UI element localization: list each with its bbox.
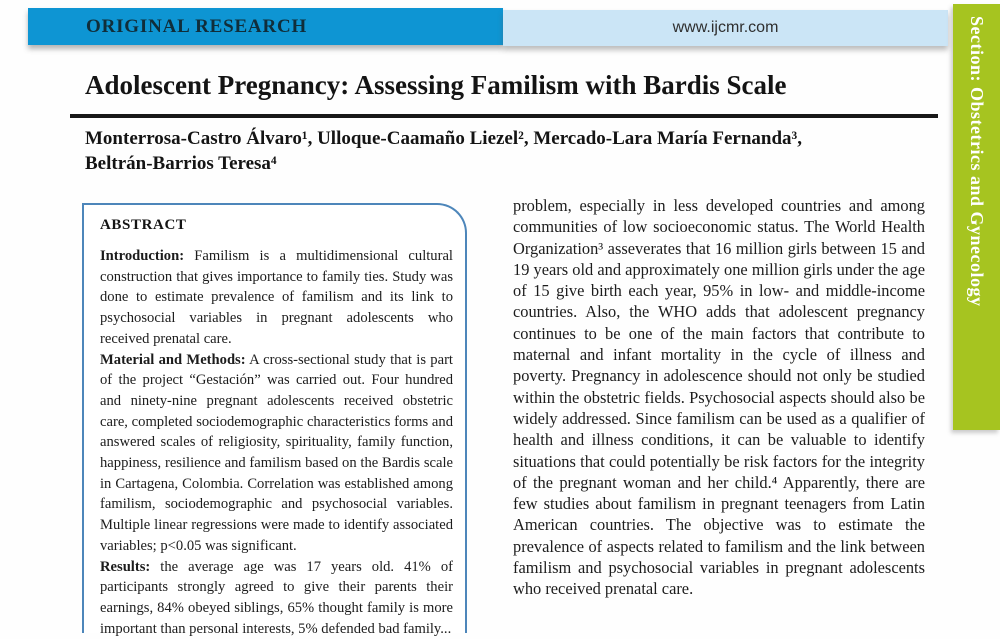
paragraph-text: Familism is a multidimensional cultural construction that gives importance to family ties. Study was done to estimate prevalence of familism and its link to psychosocial variables in pregnant adolescents who received prenatal care.: [100, 248, 453, 347]
abstract-paragraph-methods: [100, 350, 453, 557]
authors-line-2: Beltrán-Barrios Teresa⁴: [85, 153, 277, 174]
original-research-banner: [28, 8, 503, 45]
abstract-box: [82, 203, 467, 637]
authors-line-1: Monterrosa-Castro Álvaro¹, Ulloque-Caamaño Liezel², Mercado-Lara María Fernanda³,: [85, 128, 802, 149]
paragraph-label: Introduction:: [100, 248, 185, 264]
paragraph-label: Results:: [100, 558, 151, 575]
section-label: Section: Obstetrics and Gynecology: [967, 16, 987, 307]
abstract-paragraph-results: [100, 557, 453, 639]
paragraph-text: the average age was 17 years old. 41% of participants strongly agreed to give their parents their earnings, 84% obeyed siblings, 65% thought family is more important than personal interests, 5% defended bad family...: [100, 558, 453, 637]
page-title: Adolescent Pregnancy: Assessing Familism with Bardis Scale: [85, 70, 787, 100]
section-sidebar: [953, 4, 1000, 430]
abstract-paragraph-introduction: [100, 246, 453, 350]
authors-block: [85, 126, 940, 176]
paragraph-text: A cross-sectional study that is part of the project “Gestación” was carried out. Four hundred and ninety-nine pregnant adolescents received obstetric care, completed sociodemographic characteristics forms and answered scales of religiosity, spirituality, family function, happiness, resilience and familism based on the Bardis scale in Cartagena, Colombia. Correlation was established among familism, sociodemographic and psychosocial variables. Multiple linear regressions were made to identify associated variables; p<0.05 was significant.: [100, 351, 453, 554]
abstract-heading: ABSTRACT: [100, 217, 187, 233]
title-divider: [70, 114, 938, 118]
body-text-column: problem, especially in less developed countries and among communities of low socioeconomic status. The World Health Organization³ asseverates that 16 million girls between 15 and 19 years old and approximately one million girls under the age of 15 give birth each year, 95% in low- and middle-income countries. Also, the WHO adds that adolescent pregnancy continues to be one of the main factors that contribute to maternal and infant mortality in the cycle of illness and poverty. Pregnancy in adolescence should not only be studied within the obstetric fields. Psychosocial aspects should also be widely addressed. Since familism can be used as a qualifier of health and illness conditions, it can be valuable to identify situations that could potentially be risk factors for the integrity of the pregnant woman and her child.⁴ Apparently, there are few studies about familism in pregnant teenagers from Latin American countries. The objective was to estimate the prevalence of aspects related to familism and the link between familism and psychosocial variables in pregnant adolescents who received prenatal care.: [513, 196, 925, 599]
banner-label: ORIGINAL RESEARCH: [86, 15, 308, 37]
website-bar: [503, 10, 948, 46]
paragraph-label: Material and Methods:: [100, 351, 246, 368]
journal-website-url: www.ijcmr.com: [672, 19, 779, 36]
